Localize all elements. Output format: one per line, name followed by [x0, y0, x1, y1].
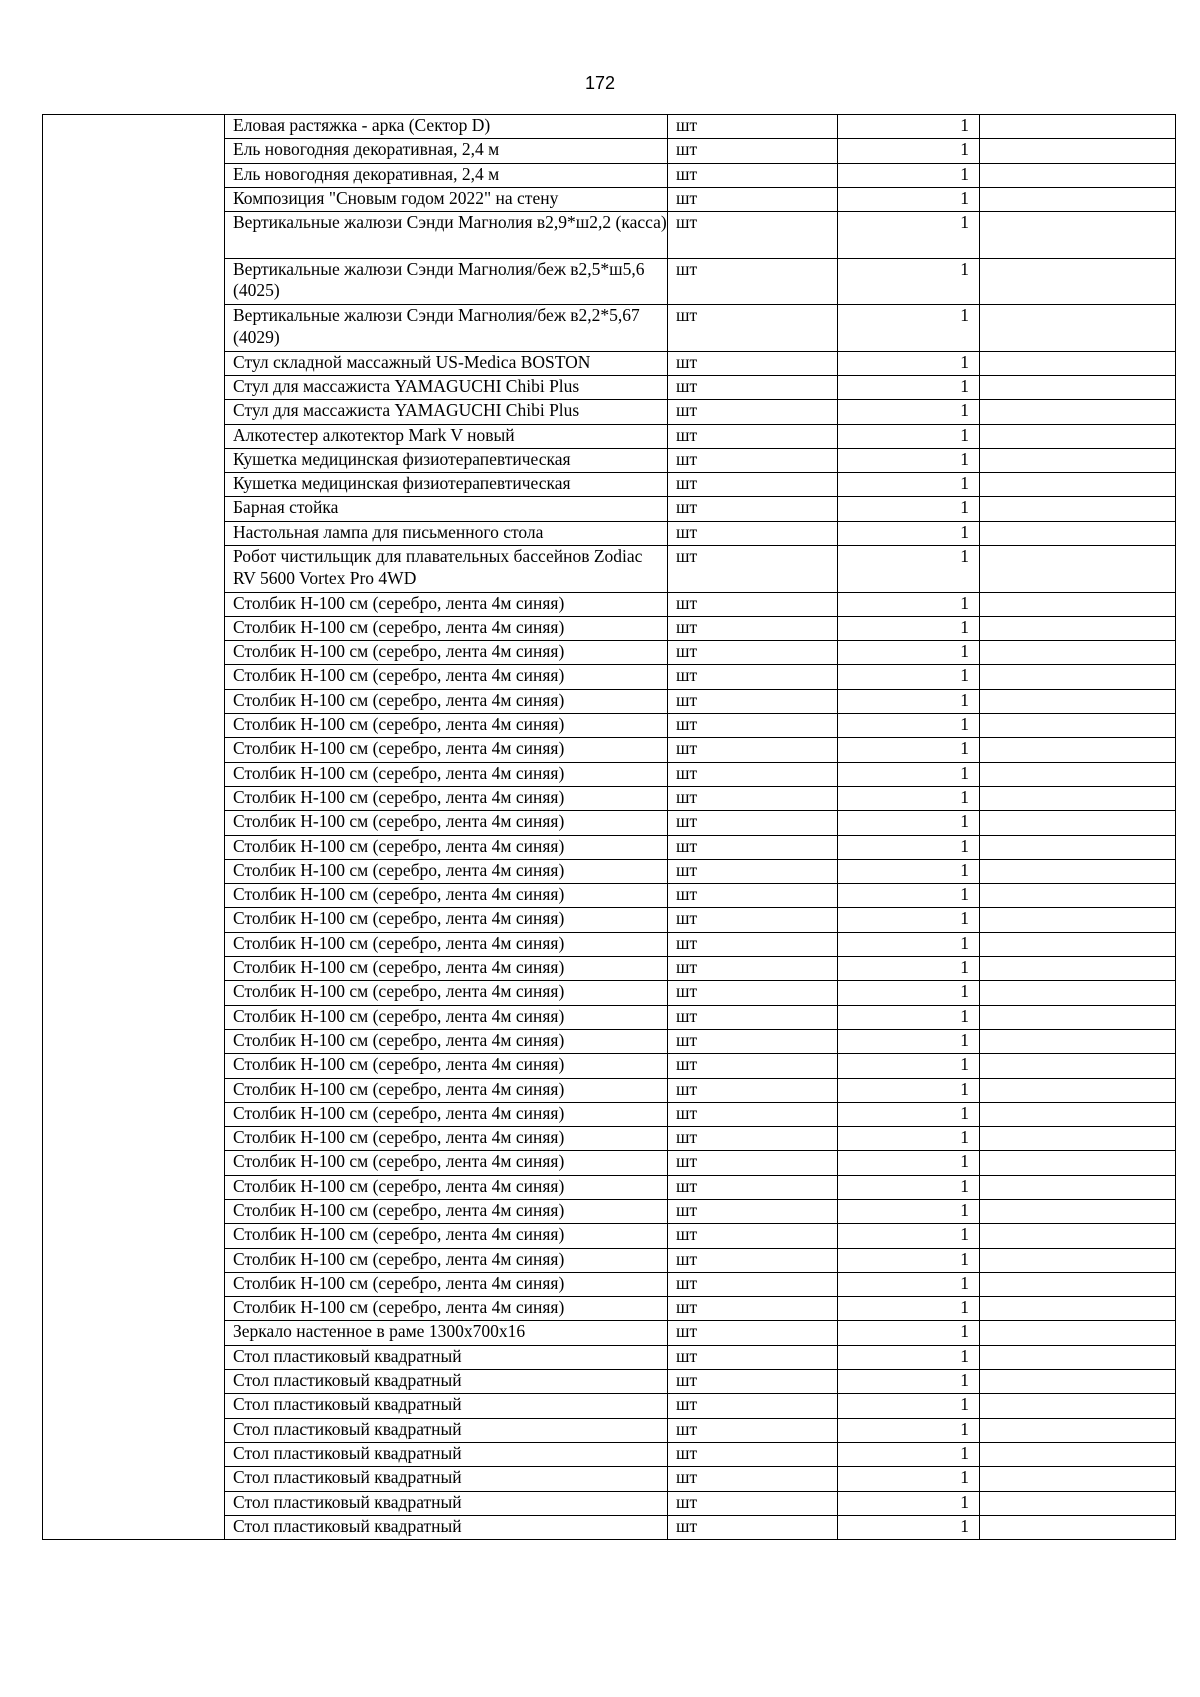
item-name-cell: Столбик Н-100 см (серебро, лента 4м синяя) — [225, 908, 668, 932]
unit-cell: шт — [668, 1321, 838, 1345]
unit-cell: шт — [668, 212, 838, 259]
empty-cell — [980, 1370, 1176, 1394]
quantity-cell: 1 — [838, 1029, 980, 1053]
item-name-cell: Зеркало настенное в раме 1300х700х16 — [225, 1321, 668, 1345]
quantity-cell: 1 — [838, 1005, 980, 1029]
item-name-cell: Столбик Н-100 см (серебро, лента 4м синяя) — [225, 1199, 668, 1223]
unit-cell: шт — [668, 546, 838, 593]
unit-cell: шт — [668, 1005, 838, 1029]
item-name-cell: Столбик Н-100 см (серебро, лента 4м синяя) — [225, 1029, 668, 1053]
unit-cell: шт — [668, 908, 838, 932]
empty-cell — [980, 859, 1176, 883]
unit-cell: шт — [668, 1151, 838, 1175]
empty-cell — [980, 592, 1176, 616]
empty-cell — [980, 786, 1176, 810]
unit-cell: шт — [668, 497, 838, 521]
item-name-cell: Столбик Н-100 см (серебро, лента 4м синяя) — [225, 1297, 668, 1321]
empty-cell — [980, 1345, 1176, 1369]
empty-cell — [980, 1078, 1176, 1102]
unit-cell: шт — [668, 1467, 838, 1491]
unit-cell: шт — [668, 1248, 838, 1272]
empty-cell — [980, 375, 1176, 399]
item-name-cell: Столбик Н-100 см (серебро, лента 4м синяя) — [225, 1102, 668, 1126]
unit-cell: шт — [668, 1297, 838, 1321]
unit-cell: шт — [668, 1515, 838, 1539]
unit-cell: шт — [668, 1345, 838, 1369]
empty-cell — [980, 1394, 1176, 1418]
item-name-cell: Стол пластиковый квадратный — [225, 1370, 668, 1394]
item-name-cell: Столбик Н-100 см (серебро, лента 4м синяя) — [225, 762, 668, 786]
quantity-cell: 1 — [838, 908, 980, 932]
quantity-cell: 1 — [838, 641, 980, 665]
empty-cell — [980, 187, 1176, 211]
unit-cell: шт — [668, 473, 838, 497]
unit-cell: шт — [668, 400, 838, 424]
quantity-cell: 1 — [838, 115, 980, 139]
empty-cell — [980, 1515, 1176, 1539]
empty-cell — [980, 163, 1176, 187]
empty-cell — [980, 714, 1176, 738]
unit-cell: шт — [668, 641, 838, 665]
unit-cell: шт — [668, 139, 838, 163]
unit-cell: шт — [668, 187, 838, 211]
item-name-cell: Стол пластиковый квадратный — [225, 1467, 668, 1491]
quantity-cell: 1 — [838, 521, 980, 545]
quantity-cell: 1 — [838, 762, 980, 786]
empty-cell — [980, 305, 1176, 352]
unit-cell: шт — [668, 448, 838, 472]
empty-cell — [980, 616, 1176, 640]
quantity-cell: 1 — [838, 448, 980, 472]
item-name-cell: Стол пластиковый квадратный — [225, 1491, 668, 1515]
item-name-cell: Стул для массажиста YAMAGUCHI Chibi Plus — [225, 375, 668, 399]
empty-cell — [980, 1321, 1176, 1345]
empty-cell — [980, 762, 1176, 786]
item-name-cell: Ель новогодняя декоративная, 2,4 м — [225, 163, 668, 187]
item-name-cell: Робот чистильщик для плавательных бассейнов Zodiac RV 5600 Vortex Pro 4WD — [225, 546, 668, 593]
empty-cell — [980, 473, 1176, 497]
quantity-cell: 1 — [838, 1272, 980, 1296]
item-name-cell: Столбик Н-100 см (серебро, лента 4м синяя) — [225, 1054, 668, 1078]
unit-cell: шт — [668, 762, 838, 786]
quantity-cell: 1 — [838, 1467, 980, 1491]
quantity-cell: 1 — [838, 258, 980, 305]
quantity-cell: 1 — [838, 1297, 980, 1321]
unit-cell: шт — [668, 1224, 838, 1248]
quantity-cell: 1 — [838, 786, 980, 810]
empty-cell — [980, 424, 1176, 448]
quantity-cell: 1 — [838, 738, 980, 762]
empty-cell — [980, 139, 1176, 163]
quantity-cell: 1 — [838, 1515, 980, 1539]
quantity-cell: 1 — [838, 1127, 980, 1151]
quantity-cell: 1 — [838, 351, 980, 375]
item-name-cell: Столбик Н-100 см (серебро, лента 4м синяя) — [225, 689, 668, 713]
item-name-cell: Столбик Н-100 см (серебро, лента 4м синяя) — [225, 859, 668, 883]
page-number: 172 — [584, 73, 616, 93]
quantity-cell: 1 — [838, 981, 980, 1005]
unit-cell: шт — [668, 521, 838, 545]
item-name-cell: Вертикальные жалюзи Сэнди Магнолия в2,9*ш2,2 (касса) — [225, 212, 668, 259]
empty-cell — [980, 811, 1176, 835]
unit-cell: шт — [668, 351, 838, 375]
unit-cell: шт — [668, 859, 838, 883]
empty-cell — [980, 1151, 1176, 1175]
quantity-cell: 1 — [838, 1321, 980, 1345]
item-name-cell: Кушетка медицинская физиотерапевтическая — [225, 448, 668, 472]
quantity-cell: 1 — [838, 811, 980, 835]
quantity-cell: 1 — [838, 1345, 980, 1369]
inventory-table-body — [43, 115, 1176, 1540]
empty-cell — [980, 665, 1176, 689]
item-name-cell: Стол пластиковый квадратный — [225, 1515, 668, 1539]
item-name-cell: Столбик Н-100 см (серебро, лента 4м синяя) — [225, 1078, 668, 1102]
empty-cell — [980, 641, 1176, 665]
quantity-cell: 1 — [838, 424, 980, 448]
item-name-cell: Кушетка медицинская физиотерапевтическая — [225, 473, 668, 497]
unit-cell: шт — [668, 1127, 838, 1151]
item-name-cell: Столбик Н-100 см (серебро, лента 4м синяя) — [225, 1248, 668, 1272]
item-name-cell: Столбик Н-100 см (серебро, лента 4м синяя) — [225, 811, 668, 835]
quantity-cell: 1 — [838, 1442, 980, 1466]
item-name-cell: Столбик Н-100 см (серебро, лента 4м синяя) — [225, 981, 668, 1005]
unit-cell: шт — [668, 1442, 838, 1466]
quantity-cell: 1 — [838, 1491, 980, 1515]
unit-cell: шт — [668, 811, 838, 835]
unit-cell: шт — [668, 1370, 838, 1394]
empty-cell — [980, 1297, 1176, 1321]
quantity-cell: 1 — [838, 212, 980, 259]
unit-cell: шт — [668, 1418, 838, 1442]
item-name-cell: Столбик Н-100 см (серебро, лента 4м синяя) — [225, 786, 668, 810]
empty-cell — [980, 932, 1176, 956]
item-name-cell: Столбик Н-100 см (серебро, лента 4м синяя) — [225, 616, 668, 640]
empty-cell — [980, 1248, 1176, 1272]
quantity-cell: 1 — [838, 1418, 980, 1442]
item-name-cell: Алкотестер алкотектор Mark V новый — [225, 424, 668, 448]
quantity-cell: 1 — [838, 665, 980, 689]
empty-cell — [980, 1442, 1176, 1466]
item-name-cell: Стол пластиковый квадратный — [225, 1394, 668, 1418]
unit-cell: шт — [668, 786, 838, 810]
item-name-cell: Настольная лампа для письменного стола — [225, 521, 668, 545]
quantity-cell: 1 — [838, 497, 980, 521]
empty-cell — [980, 1005, 1176, 1029]
quantity-cell: 1 — [838, 592, 980, 616]
quantity-cell: 1 — [838, 187, 980, 211]
item-name-cell: Стол пластиковый квадратный — [225, 1442, 668, 1466]
unit-cell: шт — [668, 835, 838, 859]
unit-cell: шт — [668, 1054, 838, 1078]
empty-cell — [980, 1491, 1176, 1515]
empty-cell — [980, 908, 1176, 932]
item-name-cell: Ель новогодняя декоративная, 2,4 м — [225, 139, 668, 163]
item-name-cell: Еловая растяжка - арка (Сектор D) — [225, 115, 668, 139]
quantity-cell: 1 — [838, 1394, 980, 1418]
item-name-cell: Столбик Н-100 см (серебро, лента 4м синяя) — [225, 1272, 668, 1296]
unit-cell: шт — [668, 163, 838, 187]
quantity-cell: 1 — [838, 375, 980, 399]
quantity-cell: 1 — [838, 689, 980, 713]
empty-cell — [980, 1467, 1176, 1491]
unit-cell: шт — [668, 1078, 838, 1102]
item-name-cell: Столбик Н-100 см (серебро, лента 4м синяя) — [225, 1005, 668, 1029]
unit-cell: шт — [668, 305, 838, 352]
unit-cell: шт — [668, 424, 838, 448]
item-name-cell: Столбик Н-100 см (серебро, лента 4м синяя) — [225, 1175, 668, 1199]
item-name-cell: Столбик Н-100 см (серебро, лента 4м синяя) — [225, 738, 668, 762]
quantity-cell: 1 — [838, 400, 980, 424]
quantity-cell: 1 — [838, 163, 980, 187]
item-name-cell: Столбик Н-100 см (серебро, лента 4м синяя) — [225, 1224, 668, 1248]
unit-cell: шт — [668, 115, 838, 139]
quantity-cell: 1 — [838, 616, 980, 640]
item-name-cell: Стул для массажиста YAMAGUCHI Chibi Plus — [225, 400, 668, 424]
item-name-cell: Стол пластиковый квадратный — [225, 1418, 668, 1442]
empty-cell — [980, 1029, 1176, 1053]
unit-cell: шт — [668, 1491, 838, 1515]
unit-cell: шт — [668, 1102, 838, 1126]
unit-cell: шт — [668, 665, 838, 689]
item-name-cell: Столбик Н-100 см (серебро, лента 4м синяя) — [225, 835, 668, 859]
empty-cell — [980, 1054, 1176, 1078]
unit-cell: шт — [668, 1394, 838, 1418]
item-name-cell: Столбик Н-100 см (серебро, лента 4м синяя) — [225, 1127, 668, 1151]
quantity-cell: 1 — [838, 1248, 980, 1272]
unit-cell: шт — [668, 714, 838, 738]
empty-cell — [980, 981, 1176, 1005]
quantity-cell: 1 — [838, 473, 980, 497]
empty-cell — [980, 689, 1176, 713]
unit-cell: шт — [668, 981, 838, 1005]
empty-cell — [980, 1418, 1176, 1442]
empty-cell — [980, 400, 1176, 424]
empty-cell — [980, 546, 1176, 593]
item-name-cell: Композиция "Сновым годом 2022" на стену — [225, 187, 668, 211]
empty-cell — [980, 1127, 1176, 1151]
quantity-cell: 1 — [838, 305, 980, 352]
inventory-table — [42, 114, 1176, 1540]
empty-cell — [980, 521, 1176, 545]
unit-cell: шт — [668, 592, 838, 616]
quantity-cell: 1 — [838, 1199, 980, 1223]
quantity-cell: 1 — [838, 884, 980, 908]
quantity-cell: 1 — [838, 714, 980, 738]
unit-cell: шт — [668, 1029, 838, 1053]
item-name-cell: Вертикальные жалюзи Сэнди Магнолия/беж в2,2*5,67 (4029) — [225, 305, 668, 352]
quantity-cell: 1 — [838, 932, 980, 956]
empty-cell — [980, 448, 1176, 472]
unit-cell: шт — [668, 957, 838, 981]
empty-cell — [980, 497, 1176, 521]
empty-cell — [980, 1224, 1176, 1248]
item-name-cell: Столбик Н-100 см (серебро, лента 4м синяя) — [225, 665, 668, 689]
item-name-cell: Стол пластиковый квадратный — [225, 1345, 668, 1369]
empty-cell — [980, 738, 1176, 762]
quantity-cell: 1 — [838, 835, 980, 859]
item-name-cell: Вертикальные жалюзи Сэнди Магнолия/беж в2,5*ш5,6 (4025) — [225, 258, 668, 305]
unit-cell: шт — [668, 616, 838, 640]
item-name-cell: Столбик Н-100 см (серебро, лента 4м синяя) — [225, 957, 668, 981]
quantity-cell: 1 — [838, 1224, 980, 1248]
unit-cell: шт — [668, 1272, 838, 1296]
item-name-cell: Столбик Н-100 см (серебро, лента 4м синяя) — [225, 932, 668, 956]
unit-cell: шт — [668, 1175, 838, 1199]
empty-cell — [980, 1175, 1176, 1199]
unit-cell: шт — [668, 689, 838, 713]
quantity-cell: 1 — [838, 1102, 980, 1126]
item-name-cell: Столбик Н-100 см (серебро, лента 4м синяя) — [225, 641, 668, 665]
quantity-cell: 1 — [838, 1175, 980, 1199]
item-name-cell: Барная стойка — [225, 497, 668, 521]
empty-cell — [980, 957, 1176, 981]
quantity-cell: 1 — [838, 1370, 980, 1394]
quantity-cell: 1 — [838, 957, 980, 981]
empty-cell — [980, 884, 1176, 908]
item-name-cell: Столбик Н-100 см (серебро, лента 4м синяя) — [225, 592, 668, 616]
empty-cell — [980, 1102, 1176, 1126]
quantity-cell: 1 — [838, 1151, 980, 1175]
item-name-cell: Столбик Н-100 см (серебро, лента 4м синяя) — [225, 714, 668, 738]
empty-cell — [980, 835, 1176, 859]
item-name-cell: Стул складной массажный US-Medica BOSTON — [225, 351, 668, 375]
quantity-cell: 1 — [838, 1054, 980, 1078]
unit-cell: шт — [668, 884, 838, 908]
quantity-cell: 1 — [838, 546, 980, 593]
quantity-cell: 1 — [838, 859, 980, 883]
empty-cell — [980, 1199, 1176, 1223]
unit-cell: шт — [668, 258, 838, 305]
merged-empty-cell — [43, 115, 225, 1540]
unit-cell: шт — [668, 1199, 838, 1223]
unit-cell: шт — [668, 932, 838, 956]
quantity-cell: 1 — [838, 1078, 980, 1102]
empty-cell — [980, 115, 1176, 139]
unit-cell: шт — [668, 738, 838, 762]
empty-cell — [980, 1272, 1176, 1296]
unit-cell: шт — [668, 375, 838, 399]
empty-cell — [980, 212, 1176, 259]
empty-cell — [980, 351, 1176, 375]
item-name-cell: Столбик Н-100 см (серебро, лента 4м синяя) — [225, 1151, 668, 1175]
table-row — [43, 115, 1176, 139]
empty-cell — [980, 258, 1176, 305]
quantity-cell: 1 — [838, 139, 980, 163]
item-name-cell: Столбик Н-100 см (серебро, лента 4м синяя) — [225, 884, 668, 908]
